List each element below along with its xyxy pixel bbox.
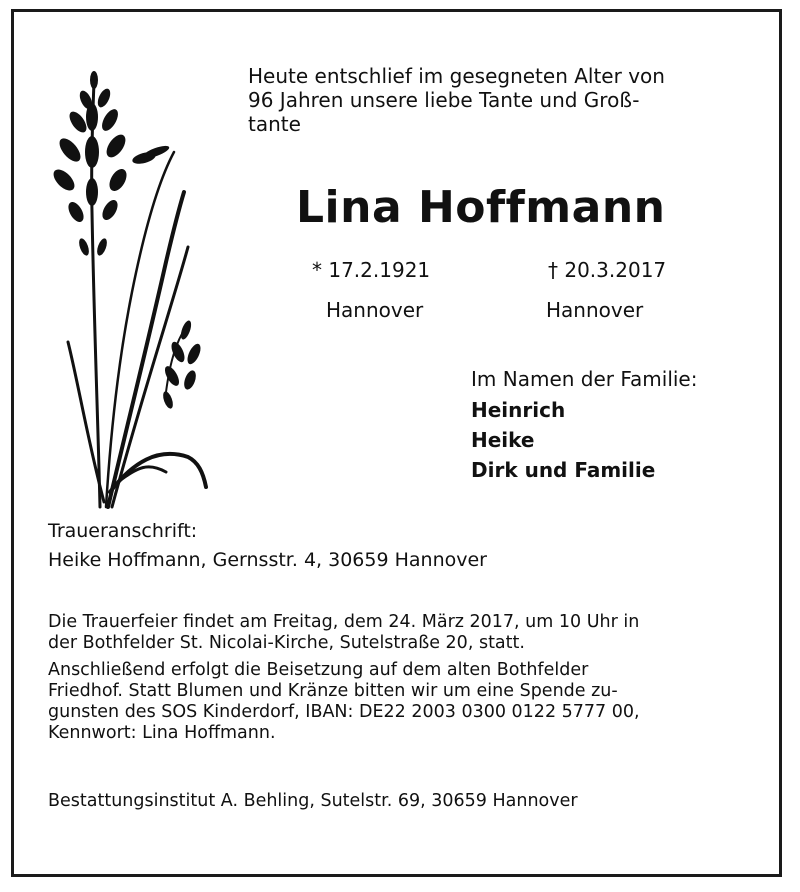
address-label: Traueranschrift: xyxy=(48,520,198,542)
deceased-name: Lina Hoffmann xyxy=(296,182,666,233)
intro-line: 96 Jahren unsere liebe Tante und Groß- xyxy=(248,88,640,112)
intro-text xyxy=(248,64,768,136)
death-place: Hannover xyxy=(546,298,644,322)
intro-line: Heute entschlief im gesegneten Alter von xyxy=(248,64,665,88)
family-member: Dirk und Familie xyxy=(471,458,656,482)
burial-line: Friedhof. Statt Blumen und Kränze bitten wir um eine Spende zu- xyxy=(48,681,618,701)
ceremony-paragraph xyxy=(48,612,768,654)
ceremony-line: der Bothfelder St. Nicolai-Kirche, Sutelstraße 20, statt. xyxy=(48,633,525,653)
death-date: † 20.3.2017 xyxy=(548,258,667,282)
burial-line: Anschließend erfolgt die Beisetzung auf dem alten Bothfelder xyxy=(48,660,589,680)
burial-paragraph xyxy=(48,660,768,744)
burial-line: Kennwort: Lina Hoffmann. xyxy=(48,723,276,743)
undertaker-info: Bestattungsinstitut A. Behling, Sutelstr. 69, 30659 Hannover xyxy=(48,791,578,811)
birth-date: * 17.2.1921 xyxy=(312,258,431,282)
grass-illustration xyxy=(48,62,218,512)
intro-line: tante xyxy=(248,112,301,136)
birth-place: Hannover xyxy=(326,298,424,322)
burial-line: gunsten des SOS Kinderdorf, IBAN: DE22 2003 0300 0122 5777 00, xyxy=(48,702,640,722)
family-label: Im Namen der Familie: xyxy=(471,367,698,391)
family-member: Heinrich xyxy=(471,398,566,422)
family-member: Heike xyxy=(471,428,535,452)
ceremony-line: Die Trauerfeier findet am Freitag, dem 24. März 2017, um 10 Uhr in xyxy=(48,612,640,632)
address-value: Heike Hoffmann, Gernsstr. 4, 30659 Hannover xyxy=(48,549,487,571)
